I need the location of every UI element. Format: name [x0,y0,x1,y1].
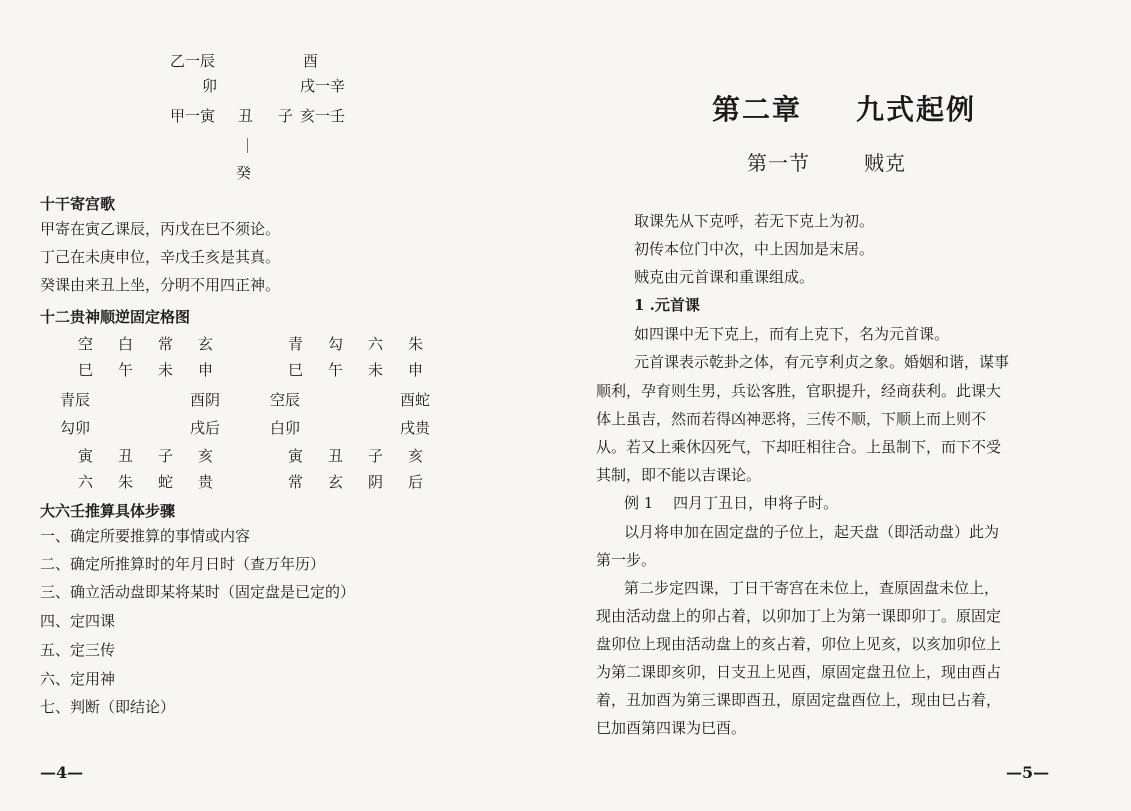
grid-left-top-branch: 巳 [78,361,94,379]
grid-left-mid-left: 青辰 [60,391,91,409]
grid-left-top-branch: 申 [198,361,214,379]
step-item: 七、判断（即结论） [40,698,176,716]
body-line: 从。若又上乘休囚死气，下却旺相往合。上虽制下，而下不受 [596,438,1002,456]
grid-right-bottom-god: 后 [408,473,424,491]
right-page [566,0,1131,811]
step-item: 二、确定所推算时的年月日时（查万年历） [40,555,326,573]
grid-right-top-branch: 巳 [288,361,304,379]
body-line: 第一步。 [596,551,657,569]
intro-line: 取课先从下克呼，若无下克上为初。 [634,212,875,230]
body-line: 如四课中无下克上，而有上克下，名为元首课。 [634,325,950,343]
body-line: 巳加酉第四课为巳酉。 [596,719,747,737]
song-line-1: 甲寄在寅乙课辰，丙戊在巳不须论。 [40,220,281,238]
diagram-row2-right: 戌一辛 [300,77,346,95]
grid-left-bottom-branch: 丑 [118,447,134,465]
diagram-row4: ｜ [240,137,256,155]
grid-left-top-god: 空 [78,335,94,353]
grid-right-top-branch: 午 [328,361,344,379]
grid-left-top-god: 常 [158,335,174,353]
grid-left [60,333,260,493]
grid-right-top-god: 青 [288,335,304,353]
grid-right-mid-right: 酉蛇 [400,391,431,409]
step-item: 五、定三传 [40,641,116,659]
grid-left-bottom-branch: 亥 [198,447,214,465]
step-item: 六、定用神 [40,670,116,688]
grid-right-bottom-god: 玄 [328,473,344,491]
grid-right [270,333,470,493]
left-page [0,0,565,811]
grid-left-bottom-god: 六 [78,473,94,491]
body-line: 其制，即不能以吉课论。 [596,466,762,484]
step-item: 一、确定所要推算的事情或内容 [40,527,251,545]
grid-left-bottom-god: 朱 [118,473,134,491]
steps-title: 大六壬推算具体步骤 [40,502,176,520]
section-number: 第一节 [747,151,810,175]
body-line: 顺利，孕育则生男，兵讼客胜，官职提升，经商获利。此课大 [596,382,1002,400]
grid-left-top-god: 白 [118,335,134,353]
grid-right-bottom-branch: 子 [368,447,384,465]
grid-left-mid-right: 戌后 [190,419,221,437]
diagram-row3-d: 亥一壬 [300,107,346,125]
grid-left-top-branch: 午 [118,361,134,379]
grid-right-bottom-god: 常 [288,473,304,491]
grid-right-bottom-branch: 丑 [328,447,344,465]
grid-title: 十二贵神顺逆固定格图 [40,308,191,326]
subsection-title: 1 .元首课 [634,296,700,314]
song-title: 十干寄宫歌 [40,195,116,213]
grid-right-top-branch: 申 [408,361,424,379]
step-item: 四、定四课 [40,612,116,630]
page-number-left: —4— [40,763,84,782]
grid-left-bottom-god: 贵 [198,473,214,491]
grid-right-mid-right: 戌贵 [400,419,431,437]
grid-right-bottom-branch: 寅 [288,447,304,465]
body-line: 以月将申加在固定盘的子位上，起天盘（即活动盘）此为 [624,523,1000,541]
grid-left-top-branch: 未 [158,361,174,379]
song-line-3: 癸课由来丑上坐，分明不用四正神。 [40,276,281,294]
body-line: 例 1 四月丁丑日，申将子时。 [624,494,839,512]
body-line: 盘卯位上现由活动盘上的亥占着，卯位上见亥，以亥加卯位上 [596,635,1002,653]
intro-line: 贼克由元首课和重课组成。 [634,268,815,286]
diagram-row2-left: 卯 [202,77,218,95]
page-number-right: —5— [1006,763,1050,782]
body-line: 着，丑加酉为第三课即酉丑，原固定盘酉位上，现由巳占着， [596,691,1002,709]
chapter-number: 第二章 [712,93,803,126]
grid-left-mid-left: 勾卯 [60,419,91,437]
body-line: 元首课表示乾卦之体，有元亨利贞之象。婚姻和谐，谋事 [634,353,1010,371]
diagram-row3-a: 甲一寅 [170,107,216,125]
grid-left-bottom-branch: 子 [158,447,174,465]
step-item: 三、确立活动盘即某将某时（固定盘是已定的） [40,583,356,601]
grid-right-mid-left: 白卯 [270,419,301,437]
grid-right-mid-left: 空辰 [270,391,301,409]
song-line-2: 丁己在未庚申位，辛戊壬亥是其真。 [40,248,281,266]
chapter-title: 九式起例 [856,93,977,126]
body-line: 现由活动盘上的卯占着，以卯加丁上为第一课即卯丁。原固定 [596,607,1002,625]
intro-line: 初传本位门中次，中上因加是末居。 [634,240,875,258]
grid-right-top-god: 勾 [328,335,344,353]
section-title: 贼克 [864,151,906,175]
diagram-row1-right: 酉 [303,52,319,70]
grid-right-top-god: 六 [368,335,384,353]
grid-right-top-branch: 未 [368,361,384,379]
diagram-row1-left: 乙一辰 [170,52,216,70]
diagram-row5: 癸 [236,164,252,182]
grid-left-bottom-branch: 寅 [78,447,94,465]
grid-right-bottom-god: 阴 [368,473,384,491]
grid-right-top-god: 朱 [408,335,424,353]
diagram-row3-b: 丑 [238,107,254,125]
grid-left-mid-right: 酉阴 [190,391,221,409]
body-line: 体上虽吉，然而若得凶神恶将，三传不顺，下顺上而上则不 [596,410,987,428]
grid-right-bottom-branch: 亥 [408,447,424,465]
grid-left-bottom-god: 蛇 [158,473,174,491]
grid-left-top-god: 玄 [198,335,214,353]
diagram-row3-c: 子 [278,107,294,125]
body-line: 为第二课即亥卯，日支丑上见酉，原固定盘丑位上，现由酉占 [596,663,1002,681]
body-line: 第二步定四课，丁日干寄宫在未位上，查原固盘未位上， [624,579,1000,597]
